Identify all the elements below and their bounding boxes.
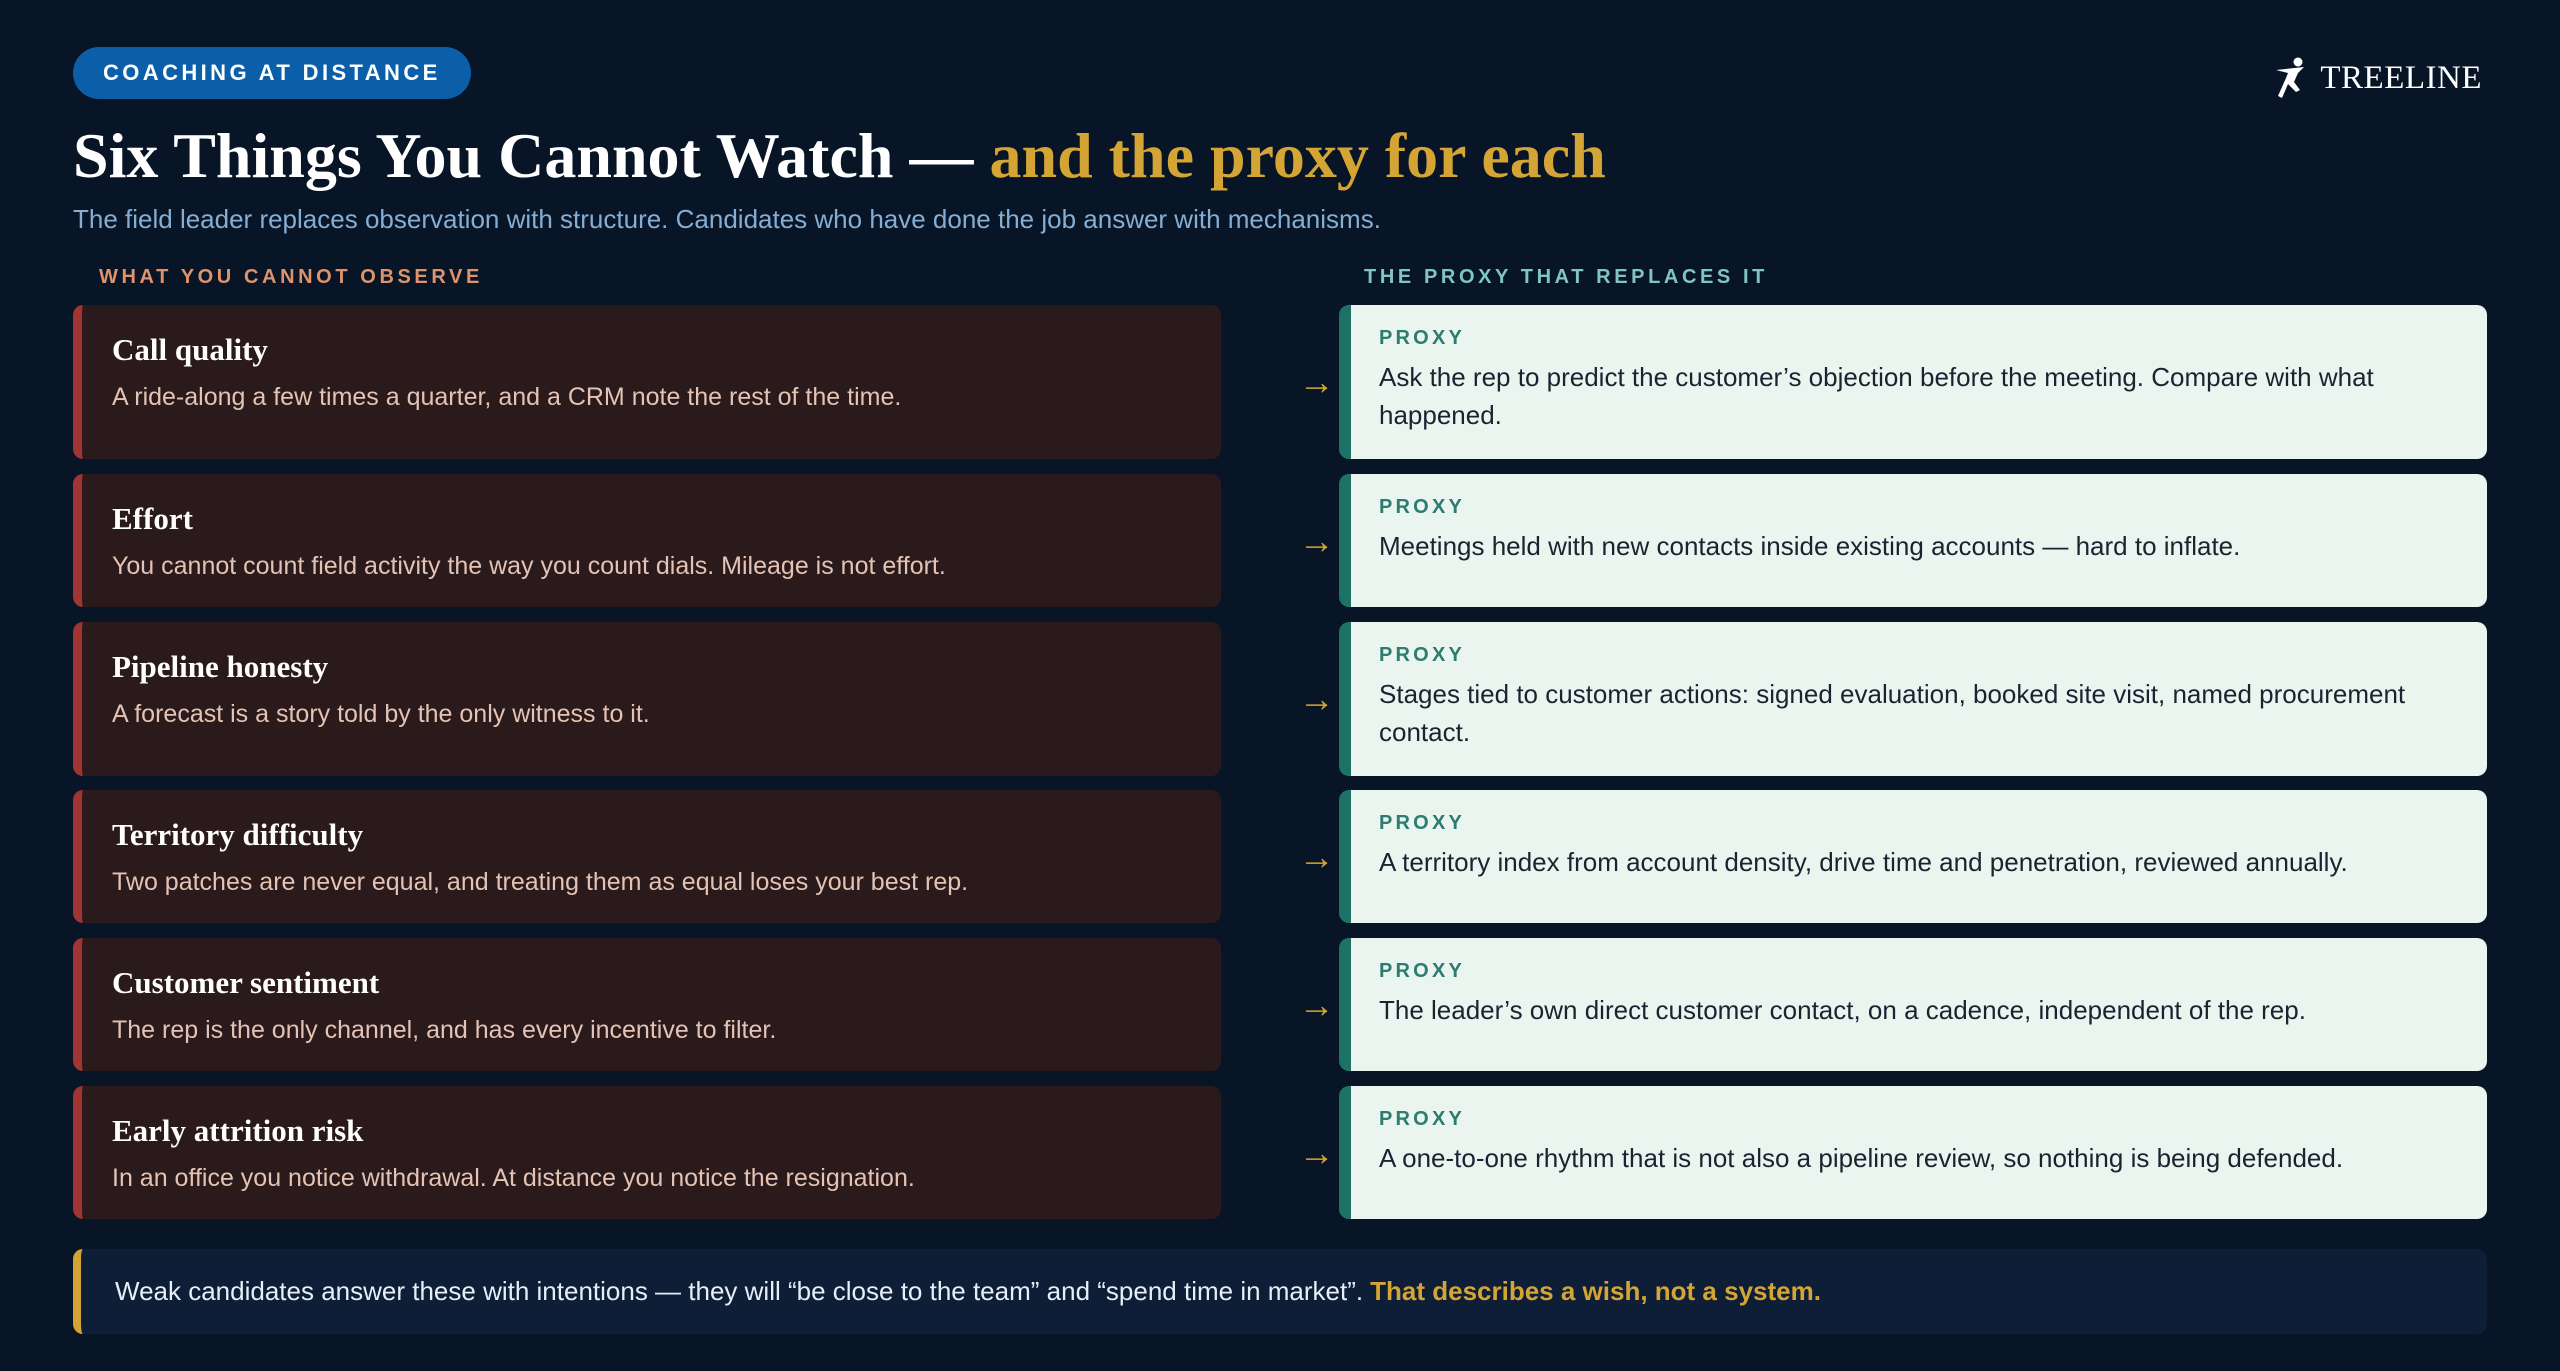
observe-description: The rep is the only channel, and has every incentive to filter. [112,1016,777,1044]
proxy-card [1339,474,2487,607]
proxy-label: PROXY [1379,812,1466,834]
comparison-row [73,938,2487,1071]
observe-title: Territory difficulty [112,817,364,852]
footer-emphasis: That describes a wish, not a system. [1370,1276,1821,1306]
proxy-card [1339,622,2487,776]
observe-card [73,474,1221,607]
title-main: Six Things You Cannot Watch — [73,120,974,191]
brand-name: TREELINE [2320,59,2482,96]
arrow-right-icon: → [1298,835,1335,877]
arrow-right-icon: → [1298,519,1335,561]
comparison-row [73,622,2487,776]
observe-description: A ride-along a few times a quarter, and a CRM note the rest of the time. [112,383,902,411]
comparison-row [73,1086,2487,1219]
section-badge: COACHING AT DISTANCE [73,47,471,99]
proxy-text: Stages tied to customer actions: signed evaluation, booked site visit, named procurement contact. [1379,679,2406,747]
observe-description: Two patches are never equal, and treating them as equal loses your best rep. [112,868,969,896]
observe-title: Call quality [112,332,268,367]
column-header-observe: WHAT YOU CANNOT OBSERVE [99,266,483,288]
footer-callout [73,1249,2487,1334]
observe-description: A forecast is a story told by the only witness to it. [112,700,650,728]
proxy-card [1339,790,2487,923]
brand-logo [2274,56,2482,100]
observe-title: Pipeline honesty [112,649,329,684]
column-header-proxy: THE PROXY THAT REPLACES IT [1364,266,1769,288]
proxy-card [1339,938,2487,1071]
proxy-card [1339,1086,2487,1219]
observe-title: Customer sentiment [112,965,380,1000]
observe-title: Effort [112,501,193,536]
proxy-label: PROXY [1379,496,1466,518]
proxy-card [1339,305,2487,459]
proxy-text: Ask the rep to predict the customer’s objection before the meeting. Compare with what happened. [1379,362,2374,430]
proxy-label: PROXY [1379,960,1466,982]
proxy-label: PROXY [1379,1108,1466,1130]
comparison-row [73,474,2487,607]
arrow-right-icon: → [1298,361,1335,402]
observe-card [73,790,1221,923]
observe-card [73,305,1221,459]
footer-text: Weak candidates answer these with intentions — they will “be close to the team” and “spend time in market”. [115,1276,1364,1306]
arrow-right-icon: → [1298,678,1335,719]
runner-logo-icon [2274,56,2314,100]
observe-card [73,622,1221,776]
page-subtitle: The field leader replaces observation with structure. Candidates who have done the job answer with mechanisms. [73,204,1381,234]
comparison-row [73,305,2487,459]
observe-card [73,1086,1221,1219]
observe-card [73,938,1221,1071]
arrow-right-icon: → [1298,1131,1335,1173]
page-title [73,118,1606,194]
observe-title: Early attrition risk [112,1113,364,1148]
proxy-text: A territory index from account density, drive time and penetration, reviewed annually. [1379,847,2348,877]
arrow-right-icon: → [1298,983,1335,1025]
proxy-text: A one-to-one rhythm that is not also a pipeline review, so nothing is being defended. [1379,1143,2344,1173]
proxy-text: Meetings held with new contacts inside existing accounts — hard to inflate. [1379,531,2241,561]
comparison-row [73,790,2487,923]
observe-description: In an office you notice withdrawal. At distance you notice the resignation. [112,1164,915,1192]
proxy-label: PROXY [1379,327,1466,349]
observe-description: You cannot count field activity the way you count dials. Mileage is not effort. [112,552,946,580]
title-accent: and the proxy for each [989,120,1606,191]
proxy-text: The leader’s own direct customer contact, on a cadence, independent of the rep. [1379,995,2306,1025]
proxy-label: PROXY [1379,644,1466,666]
